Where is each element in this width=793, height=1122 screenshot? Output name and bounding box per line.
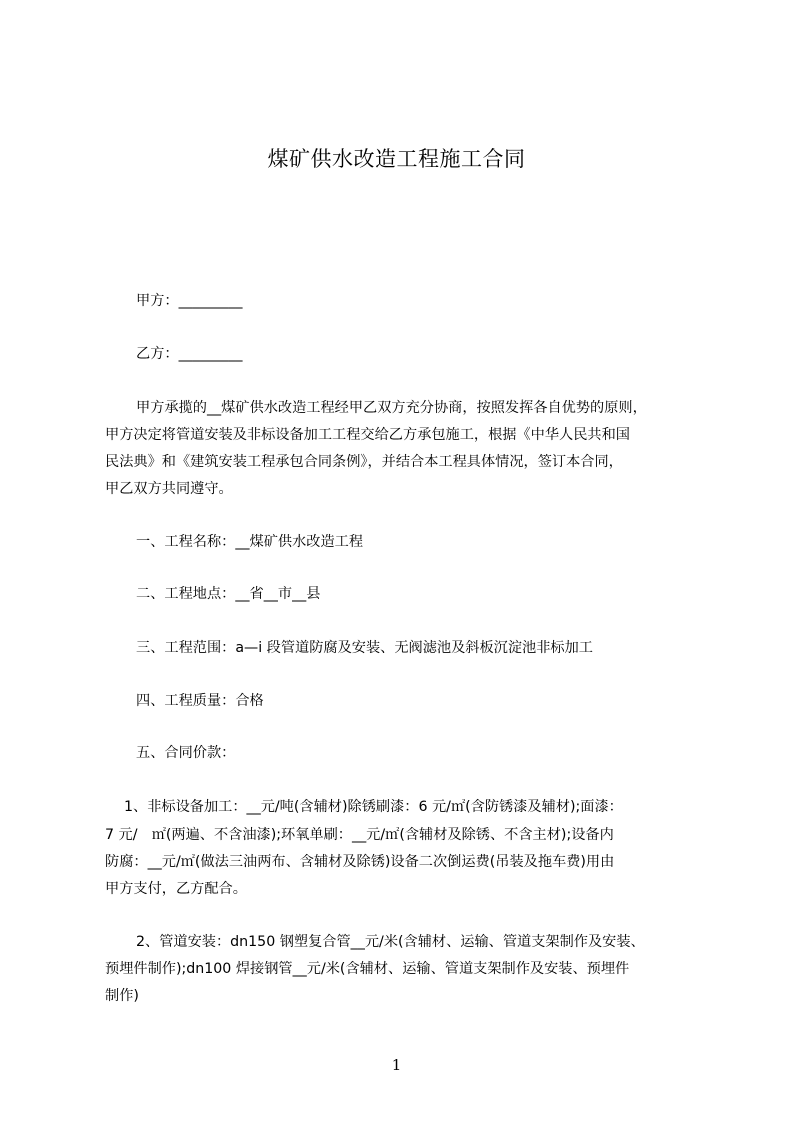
intro-line: 甲乙双方共同遵守。	[105, 481, 233, 497]
price-item-line: 甲方支付，乙方配合。	[105, 881, 247, 897]
price-item-line: 防腐：__元/㎡(做法三油两布、含辅材及除锈)设备二次倒运费(吊装及拖车费)用由	[105, 854, 615, 870]
clause-project-scope: 三、工程范围：a—i 段管道防腐及安装、无阀滤池及斜板沉淀池非标加工	[136, 640, 593, 656]
intro-line: 民法典》和《建筑安装工程承包合同条例》，并结合本工程具体情况，签订本合同，	[105, 454, 623, 470]
clause-project-name: 一、工程名称：__煤矿供水改造工程	[136, 534, 364, 550]
party-b-line: 乙方：_________	[136, 346, 243, 362]
page-number: 1	[391, 1056, 402, 1074]
price-item-line: 7 元/ ㎡(两遍、不含油漆);环氧单刷：__元/㎡(含辅材及除锈、不含主材);设备内	[105, 827, 614, 843]
price-item-line: 1、非标设备加工：__元/吨(含辅材)除锈刷漆：6 元/㎡(含防锈漆及辅材);面漆：	[124, 799, 623, 815]
price-item-line: 2、管道安装：dn150 钢塑复合管__元/米(含辅材、运输、管道支架制作及安装、	[136, 934, 645, 950]
price-item-line: 制作)	[105, 988, 139, 1004]
price-item-line: 预埋件制作);dn100 焊接钢管__元/米(含辅材、运输、管道支架制作及安装、预埋件	[105, 961, 630, 977]
intro-line: 甲方决定将管道安装及非标设备加工工程交给乙方承包施工，根据《中华人民共和国	[105, 427, 630, 443]
clause-project-quality: 四、工程质量：合格	[136, 693, 264, 709]
clause-project-location: 二、工程地点：__省__市__县	[136, 586, 321, 602]
document-title: 煤矿供水改造工程施工合同	[267, 147, 526, 171]
intro-line: 甲方承揽的__煤矿供水改造工程经甲乙双方充分协商，按照发挥各自优势的原则，	[136, 400, 647, 416]
party-a-line: 甲方：_________	[136, 293, 243, 309]
clause-contract-price: 五、合同价款：	[136, 745, 236, 761]
